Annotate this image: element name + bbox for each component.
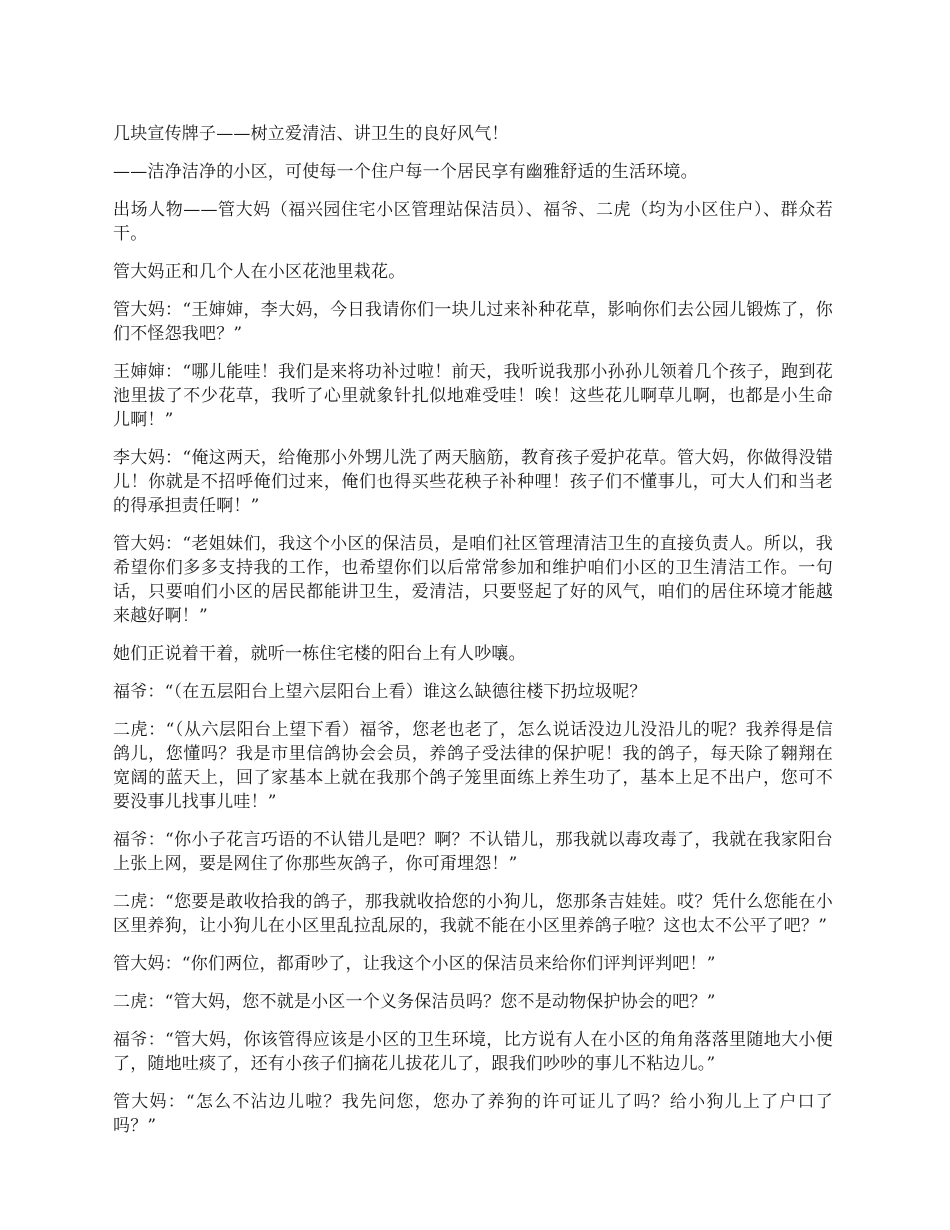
paragraph-dialogue: 李大妈：“俺这两天，给俺那小外甥儿洗了两天脑筋，教育孩子爱护花草。管大妈，你做得没错儿！你就是不招呼俺们过来，俺们也得买些花秧子补种哩！孩子们不懂事儿，可大人们和当老的得承担责任啊！” — [113, 448, 833, 516]
paragraph-clean-community: ——洁净洁净的小区，可使每一个住户每一个居民享有幽雅舒适的生活环境。 — [113, 162, 698, 182]
paragraph-dialogue: 二虎：“您要是敢收拾我的鸽子，那我就收拾您的小狗儿，您那条吉娃娃。哎？凭什么您能在小区里养狗，让小狗儿在小区里乱拉乱尿的，我就不能在小区里养鸽子啦？这也太不公平了吧？” — [113, 892, 833, 936]
paragraph-dialogue: 管大妈：“你们两位，都甭吵了，让我这个小区的保洁员来给你们评判评判吧！” — [113, 954, 716, 974]
paragraph-stage-direction: 她们正说着干着，就听一栋住宅楼的阳台上有人吵嚷。 — [113, 644, 526, 664]
paragraph-dialogue: 管大妈：“老姐妹们，我这个小区的保洁员，是咱们社区管理清洁卫生的直接负责人。所以，我希望你们多多支持我的工作，也希望你们以后常常参加和维护咱们小区的卫生清洁工作。一句话，只要咱们小区的居民都能讲卫生，爱清洁，只要竖起了好的风气，咱们的居住环境才能越来越好啊！” — [113, 534, 833, 626]
paragraph-dialogue: 二虎：“（从六层阳台上望下看）福爷，您老也老了，怎么说话没边儿没沿儿的呢？我养得是信鸽儿，您懂吗？我是市里信鸽协会会员，养鸽子受法律的保护呢！我的鸽子，每天除了翱翔在宽阔的蓝天上，回了家基本上就在我那个鸽子笼里面练上养生功了，基本上足不出户，您可不要没事儿找事儿哇！” — [113, 720, 833, 812]
paragraph-dialogue: 福爷：“管大妈，你该管得应该是小区的卫生环境，比方说有人在小区的角角落落里随地大小便了，随地吐痰了，还有小孩子们摘花儿拔花儿了，跟我们吵吵的事儿不粘边儿。” — [113, 1030, 833, 1074]
paragraph-slogan: 几块宣传牌子——树立爱清洁、讲卫生的良好风气！ — [113, 124, 509, 144]
paragraph-cast-list: 出场人物——管大妈（福兴园住宅小区管理站保洁员）、福爷、二虎（均为小区住户）、群众若干。 — [113, 200, 833, 244]
paragraph-stage-direction: 管大妈正和几个人在小区花池里栽花。 — [113, 262, 406, 282]
paragraph-dialogue: 二虎：“管大妈，您不就是小区一个义务保洁员吗？您不是动物保护协会的吧？” — [113, 992, 716, 1012]
paragraph-dialogue: 王婶婶：“哪儿能哇！我们是来将功补过啦！前天，我听说我那小孙孙儿领着几个孩子，跑到花池里拔了不少花草，我听了心里就象针扎似地难受哇！唉！这些花儿啊草儿啊，也都是小生命儿啊！” — [113, 362, 833, 430]
paragraph-dialogue: 管大妈：“王婶婶，李大妈，今日我请你们一块儿过来补种花草，影响你们去公园儿锻炼了，你们不怪怨我吧？” — [113, 300, 833, 344]
paragraph-dialogue: 福爷：“你小子花言巧语的不认错儿是吧？啊？不认错儿，那我就以毒攻毒了，我就在我家阳台上张上网，要是网住了你那些灰鸽子，你可甭埋怨！” — [113, 830, 833, 874]
document-page — [113, 122, 833, 1152]
paragraph-dialogue: 福爷：“（在五层阳台上望六层阳台上看）谁这么缺德往楼下扔垃圾呢？ — [113, 682, 647, 702]
paragraph-dialogue: 管大妈：“怎么不沾边儿啦？我先问您，您办了养狗的许可证儿了吗？给小狗儿上了户口了吗？” — [113, 1092, 833, 1136]
